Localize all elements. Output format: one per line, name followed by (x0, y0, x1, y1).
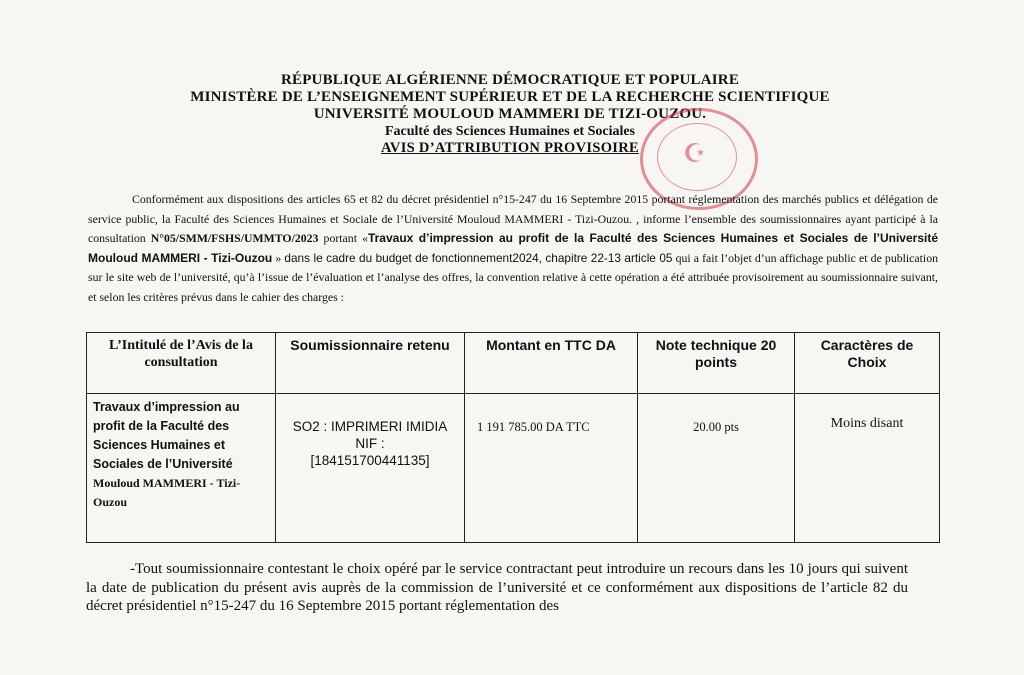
header-choice-criteria: Caractères de Choix (795, 333, 940, 394)
intro-text-1: Conformément aux dispositions des articles 65 et 82 du décret présidentiel n°15-247 du 16 Septembre 2015 portant réglementation des marchés publics et délégation de service public, la Faculté des Sciences Humaines et Sociale de l’Université Mouloud MAMMERI - Tizi-Ouzou. , informe l’ensemble des soumissionnaires ayant participé à la consultation (88, 192, 938, 245)
consultation-object: Travaux d’impression au profit de la Faculté des Sciences Humaines et Sociales de l’Université Mouloud MAMMERI - Tizi-Ouzou (88, 231, 938, 265)
intro-text-2: portant « (318, 231, 368, 245)
notice-title: AVIS D’ATTRIBUTION PROVISOIRE (381, 140, 639, 156)
header-technical-score: Note technique 20 points (638, 333, 795, 394)
intro-text-3: » (272, 250, 282, 265)
header-amount: Montant en TTC DA (465, 333, 638, 394)
table-row (87, 394, 940, 543)
header-consultation-title: L’Intitulé de l’Avis de la consultation (87, 333, 276, 394)
crescent-icon: ☪ (683, 139, 707, 168)
cell-consultation-object (87, 394, 276, 543)
header-faculty: Faculté des Sciences Humaines et Sociales (384, 124, 636, 139)
table-header-row (87, 333, 940, 394)
cell-choice: Moins disant (795, 394, 940, 543)
consultation-number: N°05/SMM/FSHS/UMMTO/2023 (150, 231, 319, 245)
budget-reference: dans le cadre du budget de fonctionnement2024, chapitre 22-13 article 05 (284, 250, 673, 265)
appeal-paragraph (86, 560, 908, 616)
intro-paragraph (88, 190, 938, 307)
intro-text-4: qui a fait l’objet d’un affichage public et de publication sur le site web de l’université, qu’à l’issue de l’évaluation et l’analyse des offres, la convention relative à cette opération a été attribuée provisoirement au soumissionnaire suivant, et selon les critères prévus dans le cahier des charges : (88, 250, 938, 304)
header-republic: RÉPUBLIQUE ALGÉRIENNE DÉMOCRATIQUE ET POPULAIRE (280, 72, 740, 88)
cell-score: 20.00 pts (638, 394, 795, 543)
attribution-table (86, 332, 940, 543)
cell-amount: 1 191 785.00 DA TTC (465, 394, 638, 543)
bidder-name: SO2 : IMPRIMERI IMIDIA (292, 419, 448, 434)
bidder-nif-label: NIF : (355, 436, 385, 451)
header-university: UNIVERSITÉ MOULOUD MAMMERI DE TIZI-OUZOU. (313, 106, 707, 122)
header-bidder: Soumissionnaire retenu (276, 333, 465, 394)
document-header (150, 72, 870, 157)
header-ministry: MINISTÈRE DE L’ENSEIGNEMENT SUPÉRIEUR ET DE LA RECHERCHE SCIENTIFIQUE (190, 89, 830, 105)
appeal-text: -Tout soumissionnaire contestant le choix opéré par le service contractant peut introduire un recours dans les 10 jours qui suivent la date de publication du présent avis auprès de la commission de l’université et ce conformément aux dispositions de l’article 82 du décret présidentiel n°15-247 du 16 Septembre 2015 portant réglementation des (86, 561, 908, 614)
object-end-text: Mouloud MAMMERI - Tizi-Ouzou (93, 476, 241, 509)
cell-bidder (276, 394, 465, 543)
object-main-text: Travaux d’impression au profit de la Faculté des Sciences Humaines et Sociales de l’Université (93, 400, 240, 471)
bidder-nif: [184151700441135] (310, 453, 430, 468)
